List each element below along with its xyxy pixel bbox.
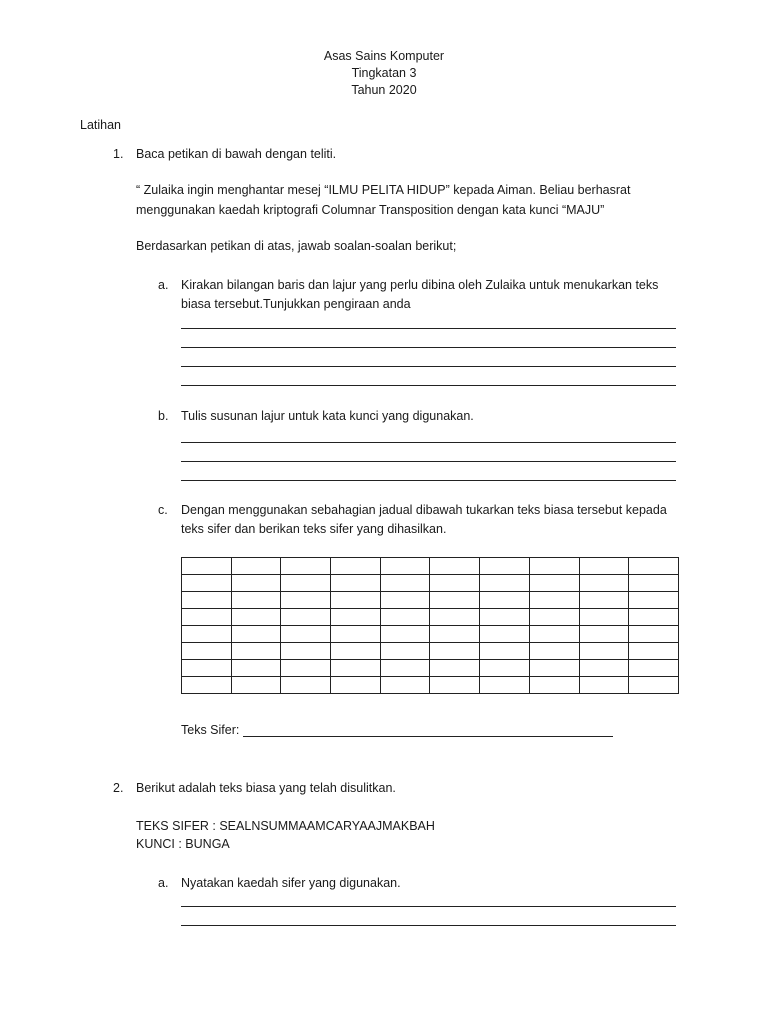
- q1b-line1: Tulis susunan lajur untuk kata kunci yang digunakan.: [181, 409, 474, 423]
- table-cell[interactable]: [380, 677, 430, 694]
- cipher-text-label: Teks Sifer:: [181, 723, 240, 737]
- table-cell[interactable]: [579, 677, 629, 694]
- table-row: [182, 558, 679, 575]
- table-cell[interactable]: [529, 575, 579, 592]
- table-cell[interactable]: [480, 575, 530, 592]
- table-cell[interactable]: [430, 660, 480, 677]
- q1-number: 1.: [113, 147, 124, 161]
- table-cell[interactable]: [579, 592, 629, 609]
- table-cell[interactable]: [629, 609, 679, 626]
- table-cell[interactable]: [231, 609, 281, 626]
- answer-line[interactable]: [181, 328, 676, 329]
- table-cell[interactable]: [629, 626, 679, 643]
- table-cell[interactable]: [231, 677, 281, 694]
- cipher-text-answer-line[interactable]: [243, 736, 613, 737]
- q1a-line1: Kirakan bilangan baris dan lajur yang perlu dibina oleh Zulaika untuk menukarkan teks: [181, 278, 659, 292]
- table-cell[interactable]: [331, 677, 381, 694]
- table-cell[interactable]: [182, 575, 232, 592]
- table-cell[interactable]: [629, 575, 679, 592]
- table-cell[interactable]: [331, 558, 381, 575]
- table-row: [182, 575, 679, 592]
- table-cell[interactable]: [281, 609, 331, 626]
- q1c-letter: c.: [158, 503, 168, 517]
- answer-line[interactable]: [181, 925, 676, 926]
- table-cell[interactable]: [281, 626, 331, 643]
- table-cell[interactable]: [430, 592, 480, 609]
- table-cell[interactable]: [579, 558, 629, 575]
- table-cell[interactable]: [281, 592, 331, 609]
- table-cell[interactable]: [430, 575, 480, 592]
- table-cell[interactable]: [182, 677, 232, 694]
- table-cell[interactable]: [529, 558, 579, 575]
- table-cell[interactable]: [331, 592, 381, 609]
- table-cell[interactable]: [430, 677, 480, 694]
- q2a-letter: a.: [158, 876, 169, 890]
- table-cell[interactable]: [579, 609, 629, 626]
- table-cell[interactable]: [480, 677, 530, 694]
- q2a-line1: Nyatakan kaedah sifer yang digunakan.: [181, 876, 401, 890]
- table-cell[interactable]: [331, 575, 381, 592]
- table-row: [182, 592, 679, 609]
- table-cell[interactable]: [380, 558, 430, 575]
- table-cell[interactable]: [480, 626, 530, 643]
- grade-label: Tingkatan 3: [351, 66, 417, 80]
- table-cell[interactable]: [529, 609, 579, 626]
- answer-line[interactable]: [181, 461, 676, 462]
- table-cell[interactable]: [281, 660, 331, 677]
- table-cell[interactable]: [281, 643, 331, 660]
- table-cell[interactable]: [529, 643, 579, 660]
- q1c-line1: Dengan menggunakan sebahagian jadual dibawah tukarkan teks biasa tersebut kepada: [181, 503, 667, 517]
- table-cell[interactable]: [331, 626, 381, 643]
- table-cell[interactable]: [529, 592, 579, 609]
- table-cell[interactable]: [430, 558, 480, 575]
- q2-instruction: Berikut adalah teks biasa yang telah disulitkan.: [136, 781, 396, 795]
- table-cell[interactable]: [281, 677, 331, 694]
- table-cell[interactable]: [231, 558, 281, 575]
- table-cell[interactable]: [480, 592, 530, 609]
- table-cell[interactable]: [629, 643, 679, 660]
- q1-instruction: Baca petikan di bawah dengan teliti.: [136, 147, 337, 161]
- table-row: [182, 660, 679, 677]
- table-cell[interactable]: [430, 643, 480, 660]
- table-cell[interactable]: [629, 558, 679, 575]
- table-row: [182, 677, 679, 694]
- q1-prompt: Berdasarkan petikan di atas, jawab soalan-soalan berikut;: [136, 239, 457, 253]
- table-cell[interactable]: [331, 609, 381, 626]
- answer-line[interactable]: [181, 366, 676, 367]
- table-cell[interactable]: [231, 592, 281, 609]
- table-cell[interactable]: [480, 643, 530, 660]
- table-cell[interactable]: [629, 660, 679, 677]
- q1c-line2: teks sifer dan berikan teks sifer yang dihasilkan.: [181, 522, 447, 536]
- table-cell[interactable]: [529, 660, 579, 677]
- table-cell[interactable]: [480, 609, 530, 626]
- table-cell[interactable]: [430, 626, 480, 643]
- table-cell[interactable]: [380, 643, 430, 660]
- year-label: Tahun 2020: [351, 83, 417, 97]
- table-cell[interactable]: [579, 626, 629, 643]
- answer-line[interactable]: [181, 347, 676, 348]
- table-cell[interactable]: [182, 592, 232, 609]
- table-cell[interactable]: [281, 558, 331, 575]
- section-title: Latihan: [80, 118, 122, 132]
- table-cell[interactable]: [480, 660, 530, 677]
- table-cell[interactable]: [529, 677, 579, 694]
- table-cell[interactable]: [380, 609, 430, 626]
- table-cell[interactable]: [182, 643, 232, 660]
- table-cell[interactable]: [579, 660, 629, 677]
- table-cell[interactable]: [281, 575, 331, 592]
- table-cell[interactable]: [182, 609, 232, 626]
- table-row: [182, 609, 679, 626]
- table-cell[interactable]: [182, 660, 232, 677]
- q1b-letter: b.: [158, 409, 169, 423]
- q1-passage-line2: menggunakan kaedah kriptografi Columnar Transposition dengan kata kunci “MAJU”: [136, 203, 605, 217]
- q1-passage-line1: “ Zulaika ingin menghantar mesej “ILMU PELITA HIDUP” kepada Aiman. Beliau berhasrat: [136, 183, 631, 197]
- table-cell[interactable]: [182, 626, 232, 643]
- answer-line[interactable]: [181, 385, 676, 386]
- table-cell[interactable]: [629, 677, 679, 694]
- table-cell[interactable]: [231, 643, 281, 660]
- q2-number: 2.: [113, 781, 124, 795]
- table-cell[interactable]: [380, 592, 430, 609]
- q1a-letter: a.: [158, 278, 169, 292]
- table-cell[interactable]: [430, 609, 480, 626]
- answer-line[interactable]: [181, 906, 676, 907]
- table-cell[interactable]: [529, 626, 579, 643]
- table-cell[interactable]: [182, 558, 232, 575]
- answer-line[interactable]: [181, 442, 676, 443]
- q1a-line2: biasa tersebut.Tunjukkan pengiraan anda: [181, 297, 411, 311]
- table-cell[interactable]: [380, 660, 430, 677]
- table-cell[interactable]: [231, 660, 281, 677]
- table-cell[interactable]: [380, 626, 430, 643]
- table-cell[interactable]: [231, 575, 281, 592]
- q2-cipher-text: TEKS SIFER : SEALNSUMMAAMCARYAAJMAKBAH: [136, 819, 435, 833]
- q2-key: KUNCI : BUNGA: [136, 837, 230, 851]
- table-cell[interactable]: [331, 643, 381, 660]
- table-row: [182, 643, 679, 660]
- subject-title: Asas Sains Komputer: [323, 49, 445, 63]
- table-cell[interactable]: [629, 592, 679, 609]
- answer-line[interactable]: [181, 480, 676, 481]
- table-cell[interactable]: [380, 575, 430, 592]
- table-cell[interactable]: [480, 558, 530, 575]
- table-cell[interactable]: [231, 626, 281, 643]
- table-cell[interactable]: [579, 643, 629, 660]
- table-cell[interactable]: [579, 575, 629, 592]
- table-row: [182, 626, 679, 643]
- table-cell[interactable]: [331, 660, 381, 677]
- transposition-table: [181, 557, 679, 694]
